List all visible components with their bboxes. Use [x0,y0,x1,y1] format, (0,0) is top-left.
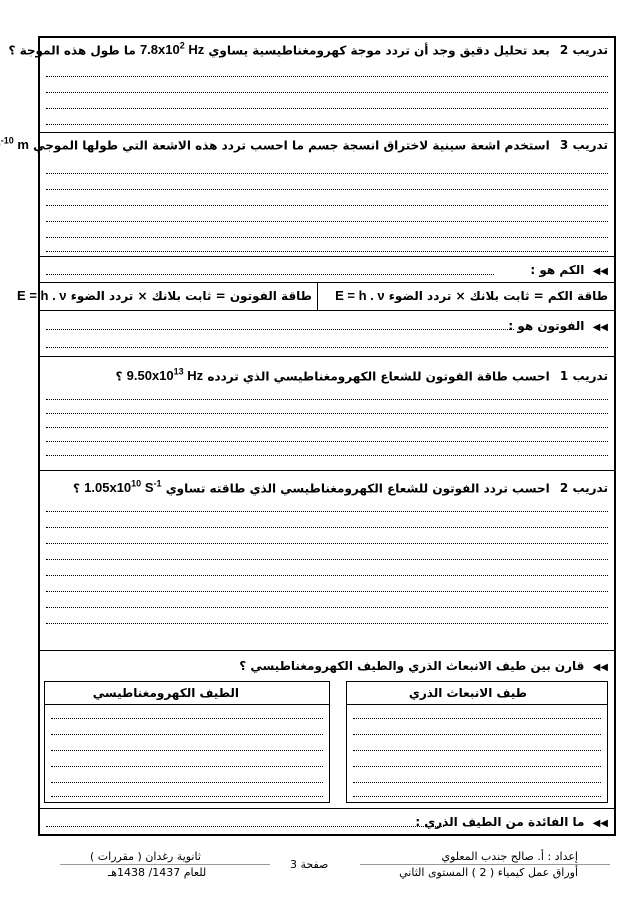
equation-quantum: طاقة الكم = ثابت بلانك × تردد الضوء E = h . ν [335,288,608,303]
question-body: استخدم اشعة سينية لاختراق انسجة جسم ما احسب تردد هذه الاشعة التي طولها الموجي [33,138,550,153]
question-body: احسب طاقة الفوتون للشعاع الكهرومغناطيسي الذي تردده [207,369,550,384]
arrow-left-icon: ◀◀ [592,818,608,829]
question-tag: تدريب 1 [559,369,608,384]
answer-line[interactable] [46,441,608,442]
footer-year: للعام 1437/ 1438هـ [108,866,207,879]
answer-line[interactable] [46,124,608,125]
answer-line[interactable] [46,591,608,592]
question-text [8,41,608,57]
footer-rule [60,864,270,865]
footer-author: إعداد : أ. صالح جندب المعلوي [441,850,578,863]
answer-line[interactable] [51,782,323,783]
question-q2a [8,38,614,132]
question-text [0,136,608,152]
answer-line[interactable] [46,274,494,275]
question-end: ؟ [73,481,80,496]
definition-label-wrap [530,263,608,277]
question-value: $7.8x10^2$ Hz [139,41,205,58]
footer-page: صفحة 3 [290,858,329,871]
answer-line[interactable] [353,718,601,719]
question-tag: تدريب 3 [559,138,608,153]
answer-line[interactable] [353,782,601,783]
compare-section [40,650,614,808]
question-text [115,367,608,383]
answer-line[interactable] [51,718,323,719]
answer-line[interactable] [46,559,608,560]
formula: E = h . ν [335,288,385,303]
definition-label: الفوتون هو : [508,319,585,333]
question-end: ما طول هذه الموجة ؟ [8,43,136,58]
answer-line[interactable] [353,750,601,751]
definition-label: الكم هو : [530,263,585,277]
benefit-section [40,808,614,834]
question-text [73,479,608,495]
answer-line[interactable] [46,511,608,512]
answer-line[interactable] [51,766,323,767]
footer-school: ثانوية رغدان ( مقررات ) [90,850,201,863]
answer-line[interactable] [51,750,323,751]
footer-rule [360,864,610,865]
question-body: بعد تحليل دقيق وجد أن تردد موجة كهرومغناطيسية يساوي [208,43,550,58]
answer-line[interactable] [353,734,601,735]
answer-line[interactable] [46,543,608,544]
column-header: الطيف الكهرومغناطيسي [92,686,239,700]
worksheet-frame [0,36,616,836]
answer-line[interactable] [353,766,601,767]
arrow-left-icon: ◀◀ [592,322,608,333]
answer-line[interactable] [46,427,608,428]
answer-line[interactable] [46,205,608,206]
benefit-label-wrap [415,815,608,829]
answer-line[interactable] [46,108,608,109]
answer-line[interactable] [46,607,608,608]
answer-line[interactable] [46,329,514,330]
answer-line[interactable] [46,251,608,252]
column-header: طيف الانبعاث الذري [408,686,527,700]
compare-title: قارن بين طيف الانبعاث الذري والطيف الكهرومغناطيسي ؟ [239,659,585,673]
answer-line[interactable] [46,173,608,174]
question-q2b [40,470,614,650]
answer-line[interactable] [353,796,601,797]
answer-line[interactable] [46,826,444,827]
question-tag: تدريب 2 [559,43,608,58]
answer-line[interactable] [51,734,323,735]
definition-label-wrap [508,319,608,333]
question-end: ؟ [115,369,123,384]
arrow-left-icon: ◀◀ [592,662,608,673]
benefit-label: ما الفائدة من الطيف الذري : [415,815,585,829]
question-value: $^{-10}$ m [0,136,29,153]
answer-line[interactable] [46,413,608,414]
question-value: $9.50x10^{13}$ Hz [126,367,204,384]
footer-subject: أوراق عمل كيمياء ( 2 ) المستوى الثاني [399,866,578,879]
question-tag: تدريب 2 [559,481,608,496]
answer-line[interactable] [46,575,608,576]
column-em [44,681,330,803]
answer-line[interactable] [51,796,323,797]
answer-line[interactable] [46,455,608,456]
answer-line[interactable] [46,189,608,190]
photon-definition [40,310,614,356]
arrow-left-icon: ◀◀ [592,266,608,277]
divider [317,283,318,310]
compare-title-wrap [239,659,608,673]
answer-line[interactable] [46,347,608,348]
column-atomic [346,681,608,803]
answer-line[interactable] [46,92,608,93]
question-q1 [40,356,614,470]
question-value: $1.05x10^{10}$ $S^{-1}$ [84,479,162,496]
answer-line[interactable] [46,399,608,400]
quantum-definition [40,256,614,282]
answer-line[interactable] [46,221,608,222]
answer-line[interactable] [46,527,608,528]
answer-line[interactable] [46,237,608,238]
equation-row [17,282,614,310]
equation-photon: طاقة الفوتون = ثابت بلانك × تردد الضوء E = h . ν [17,288,312,303]
formula: E = h . ν [17,288,67,303]
question-body: احسب تردد الفوتون للشعاع الكهرومغناطيسي الذي طاقته تساوي [165,481,550,496]
question-q3 [0,132,614,256]
answer-line[interactable] [46,623,608,624]
answer-line[interactable] [46,76,608,77]
